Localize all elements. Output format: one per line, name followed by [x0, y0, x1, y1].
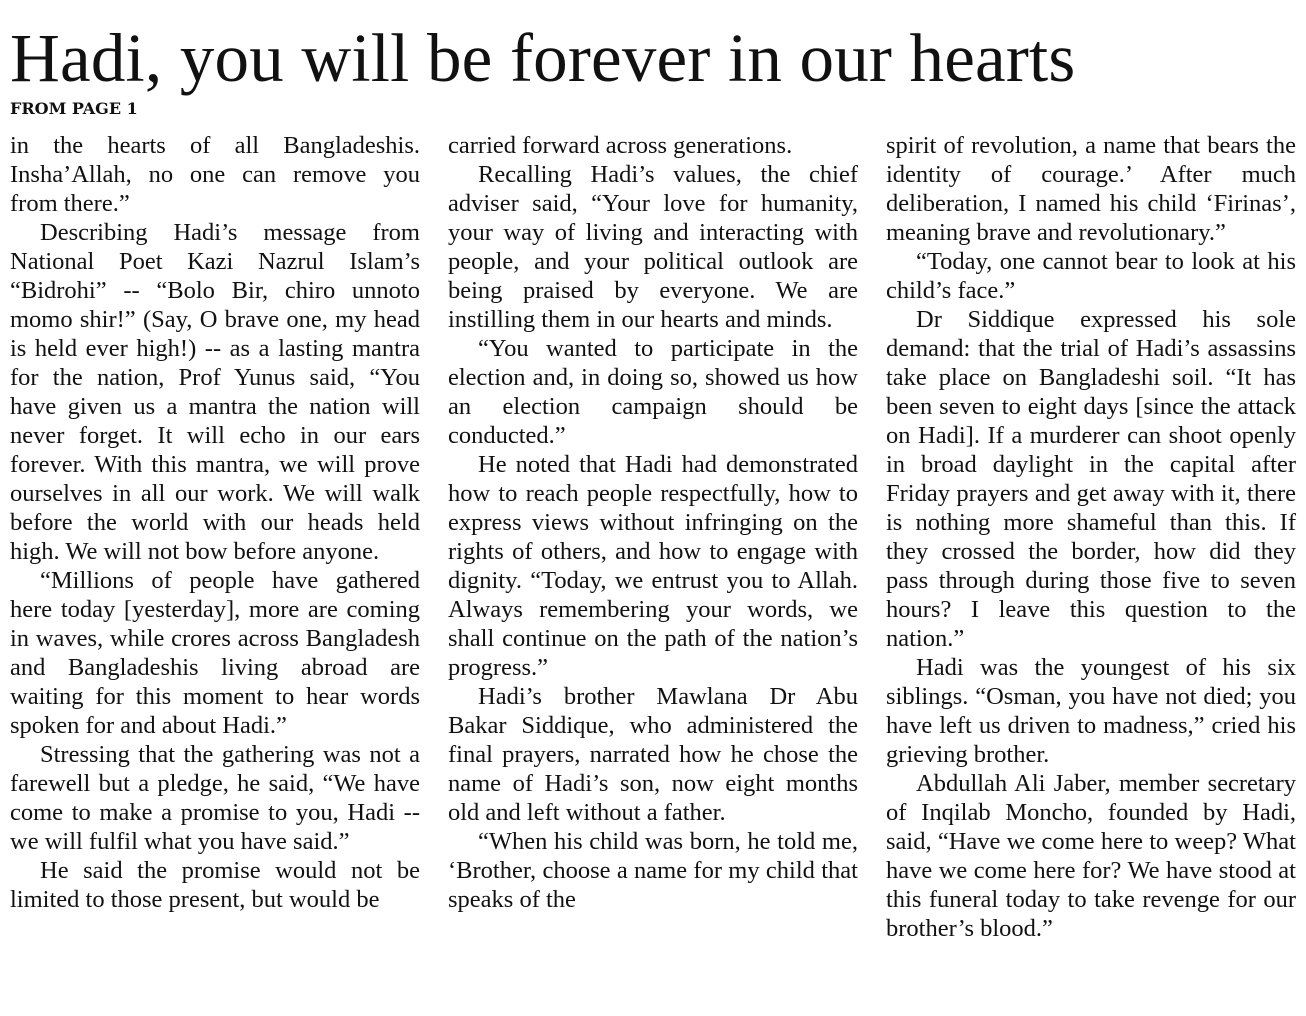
- paragraph: “When his child was born, he told me, ‘Brother, choose a name for my child that speaks of the: [448, 828, 858, 913]
- headline: Hadi, you will be forever in our hearts: [10, 20, 1076, 96]
- paragraph: “Today, one cannot bear to look at his child’s face.”: [886, 248, 1296, 304]
- paragraph: spirit of revolution, a name that bears the identity of courage.’ After much deliberation, I named his child ‘Firinas’, meaning brave and revolutionary.”: [886, 132, 1296, 246]
- article-column-3: [886, 131, 1296, 943]
- paragraph: He said the promise would not be limited to those present, but would be: [10, 857, 420, 913]
- article-column-2: [448, 131, 858, 914]
- continuation-kicker: FROM PAGE 1: [10, 99, 138, 118]
- paragraph: Hadi was the youngest of his six siblings. “Osman, you have not died; you have left us driven to madness,” cried his grieving brother.: [886, 654, 1296, 768]
- article-column-1: [10, 131, 420, 914]
- paragraph: in the hearts of all Bangladeshis. Insha’Allah, no one can remove you from there.”: [10, 132, 420, 217]
- paragraph: Hadi’s brother Mawlana Dr Abu Bakar Siddique, who administered the final prayers, narrated how he chose the name of Hadi’s son, now eight months old and left without a father.: [448, 683, 858, 826]
- paragraph: Abdullah Ali Jaber, member secretary of Inqilab Moncho, founded by Hadi, said, “Have we come here to weep? What have we come here for? We have stood at this funeral today to take revenge for our brother’s blood.”: [886, 770, 1296, 942]
- paragraph: Dr Siddique expressed his sole demand: that the trial of Hadi’s assassins take place on Bangladeshi soil. “It has been seven to eight days [since the attack on Hadi]. If a murderer can shoot openly in broad daylight in the capital after Friday prayers and get away with it, there is nothing more shameful than this. If they crossed the border, how did they pass through during those five to seven hours? I leave this question to the nation.”: [886, 306, 1296, 652]
- paragraph: Describing Hadi’s message from National Poet Kazi Nazrul Islam’s “Bidrohi” -- “Bolo Bir, chiro unnoto momo shir!” (Say, O brave one, my head is held ever high!) -- as a lasting mantra for the nation, Prof Yunus said, “You have given us a mantra the nation will never forget. It will echo in our ears forever. With this mantra, we will prove ourselves in all our work. We will walk before the world with our heads held high. We will not bow before anyone.: [10, 219, 420, 565]
- paragraph: carried forward across generations.: [448, 132, 793, 159]
- paragraph: Recalling Hadi’s values, the chief adviser said, “Your love for humanity, your way of living and interacting with people, and your political outlook are being praised by everyone. We are instilling them in our hearts and minds.: [448, 161, 858, 333]
- paragraph: He noted that Hadi had demonstrated how to reach people respectfully, how to express views without infringing on the rights of others, and how to engage with dignity. “Today, we entrust you to Allah. Always remembering your words, we shall continue on the path of the nation’s progress.”: [448, 451, 858, 681]
- paragraph: “You wanted to participate in the election and, in doing so, showed us how an election campaign should be conducted.”: [448, 335, 858, 449]
- paragraph: “Millions of people have gathered here today [yesterday], more are coming in waves, while crores across Bangladesh and Bangladeshis living abroad are waiting for this moment to hear words spoken for and about Hadi.”: [10, 567, 420, 739]
- paragraph: Stressing that the gathering was not a farewell but a pledge, he said, “We have come to make a promise to you, Hadi -- we will fulfil what you have said.”: [10, 741, 420, 855]
